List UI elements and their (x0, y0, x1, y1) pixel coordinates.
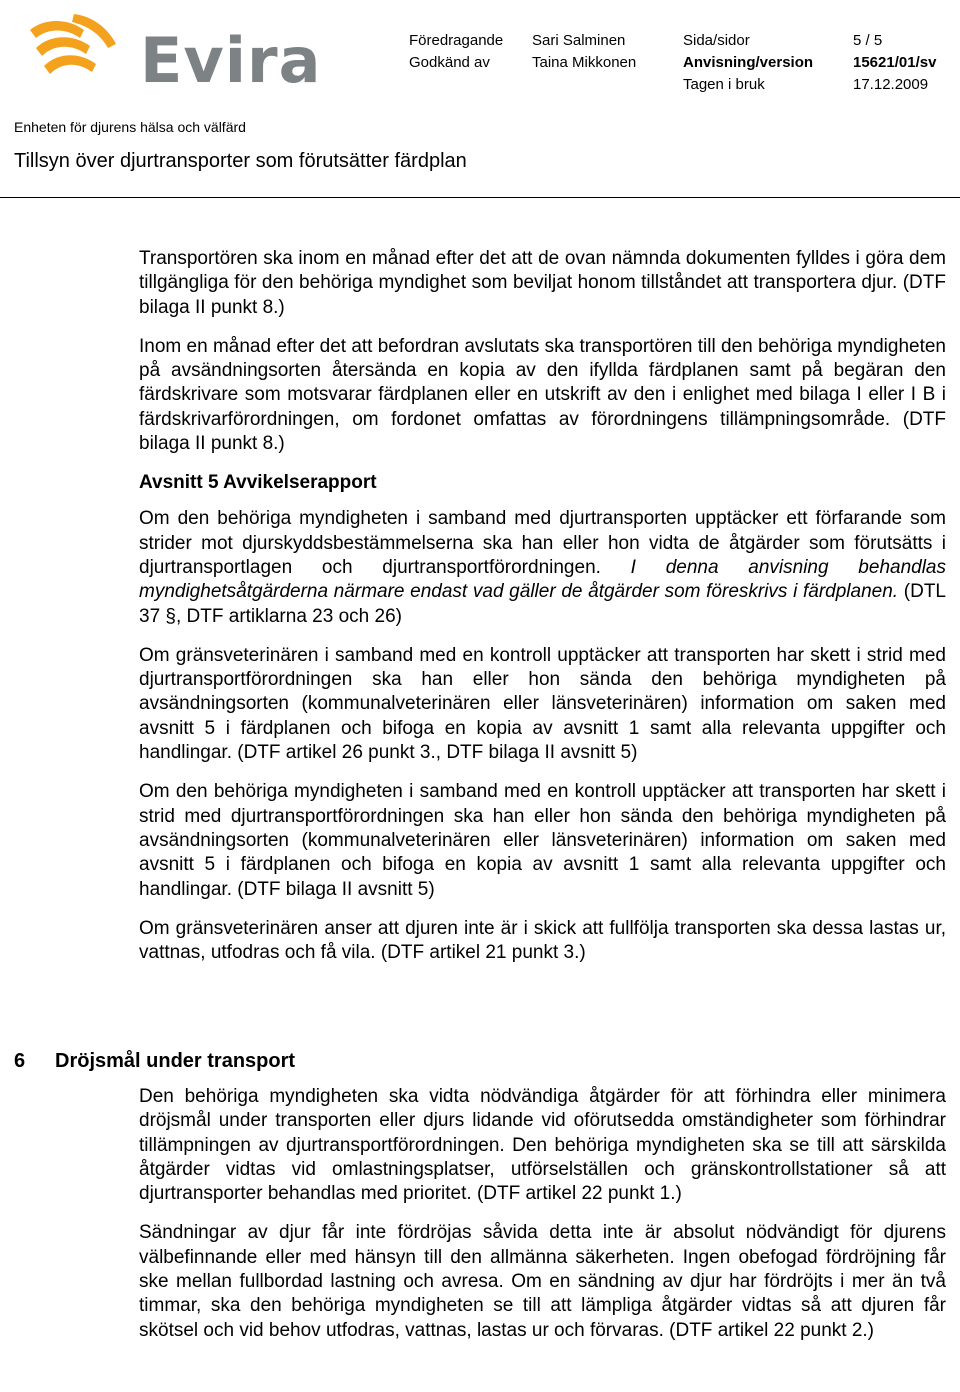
evira-logo (22, 8, 322, 98)
evira-sun-icon (22, 8, 132, 98)
header-divider (0, 197, 960, 198)
paragraph (139, 507, 946, 628)
guideline-version-value: 15621/01/sv (853, 54, 937, 71)
presenter-value: Sari Salminen (532, 32, 626, 49)
paragraph: Om den behöriga myndigheten i samband med en kontroll upptäcker att transporten har skett i strid med djurtransportförordningen ska han eller hon sända den behöriga myndigheten på avsändningsorten (kommunalveterinären eller länsveterinären) information om saken med avsnitt 5 i färdplanen och bifoga en kopia av avsnitt 1 samt alla relevanta uppgifter och handlingar. (DTF bilaga II avsnitt 5) (139, 781, 946, 900)
paragraph: Den behöriga myndigheten ska vidta nödvändiga åtgärder för att förhindra eller minimera dröjsmål under transporten eller djurs lidande vid oförutsedda omständigheter som förhindrar tillämpningen av djurtransportförordningen. Den behöriga myndigheten ska se till att särskilda åtgärder vidtas vid omlastningsplatser, utförselställen och gränskontrollstationer så att djurtransporter behandlas med prioritet. (DTF artikel 22 punkt 1.) (139, 1086, 946, 1205)
guideline-version-label: Anvisning/version (683, 54, 814, 71)
section-title: Dröjsmål under transport (55, 1050, 296, 1072)
approved-by-label: Godkänd av (409, 54, 490, 71)
presenter-label: Föredragande (409, 32, 504, 49)
in-use-label: Tagen i bruk (683, 76, 765, 93)
paragraph: Om gränsveterinären i samband med en kontroll upptäcker att transporten har skett i strid med djurtransportförordningen ska han eller hon sända den behöriga myndigheten på avsändningsorten (kommunalveterinären eller länsveterinären) information om saken med avsnitt 5 i färdplanen och bifoga en kopia av avsnitt 1 samt alla relevanta uppgifter och handlingar. (DTF artikel 26 punkt 3., DTF bilaga II avsnitt 5) (139, 644, 946, 764)
paragraph-italic-text: I denna anvisning behandlas myndighetsåtgärderna närmare endast vad gäller de åtgärder som föreskrivs i färdplanen. (139, 556, 946, 603)
meta-labels-col1 (409, 30, 503, 74)
section-number: 6 (14, 1050, 26, 1072)
meta-values-col2 (853, 30, 936, 96)
section-6-content (139, 1085, 946, 1358)
section-5-heading: Avsnitt 5 Avvikelserapport (139, 472, 377, 494)
approved-by-value: Taina Mikkonen (532, 54, 637, 71)
unit-name: Enheten för djurens hälsa och välfärd (14, 119, 246, 135)
paragraph-reference: (DTL 37 §, DTF artiklarna 23 och 26) (139, 581, 947, 627)
page-label: Sida/sidor (683, 32, 750, 49)
in-use-value: 17.12.2009 (853, 76, 929, 93)
paragraph: Transportören ska inom en månad efter det att de ovan nämnda dokumenten fylldes i göra dem tillgängliga för den behöriga myndighet som beviljat honom tillståndet att transportera djur. (DTF bilaga II punkt 8.) (139, 248, 946, 318)
page-value: 5 / 5 (853, 32, 883, 49)
meta-values-col1 (532, 30, 636, 74)
paragraph: Inom en månad efter det att befordran avslutats ska transportören till den behöriga myndigheten på avsändningsorten återsända en kopia av den ifyllda färdplanen samt på begäran den färdskrivare som motsvarar färdplanen eller en utskrift av den i enlighet med bilaga I eller I B i färdskrivarförordningen, om fordonet omfattas av förordningens tillämpningsområde. (DTF bilaga II punkt 8.) (139, 335, 946, 455)
main-content (139, 247, 946, 980)
paragraph-text: Om den behöriga myndigheten i samband med djurtransporten upptäcker ett förfarande som strider mot djurskyddsbestämmelserna ska han eller hon vidta de åtgärder som förutsätts i djurtransportlagen och djurtransportförordningen. (139, 508, 946, 578)
document-title: Tillsyn över djurtransporter som förutsätter färdplan (14, 150, 467, 172)
paragraph: Sändningar av djur får inte fördröjas såvida detta inte är absolut nödvändigt för djurens välbefinnande eller med hänsyn till den allmänna säkerheten. Ingen obefogad fördröjning får ske mellan fullbordad lastning och avresa. Om en sändning av djur har fördröjts i mer än två timmar, ska den behöriga myndigheten se till att lämpliga åtgärder vidtas så att djuren får skötsel och vid behov utfodras, vattnas, lastas ur och förvaras. (DTF artikel 22 punkt 2.) (139, 1222, 946, 1341)
logo-text: Evira (140, 24, 322, 97)
meta-labels-col2 (683, 30, 813, 96)
section-6-heading (14, 1048, 295, 1074)
paragraph: Om gränsveterinären anser att djuren inte är i skick att fullfölja transporten ska dessa lastas ur, vattnas, utfodras och få vila. (DTF artikel 21 punkt 3.) (139, 917, 946, 964)
